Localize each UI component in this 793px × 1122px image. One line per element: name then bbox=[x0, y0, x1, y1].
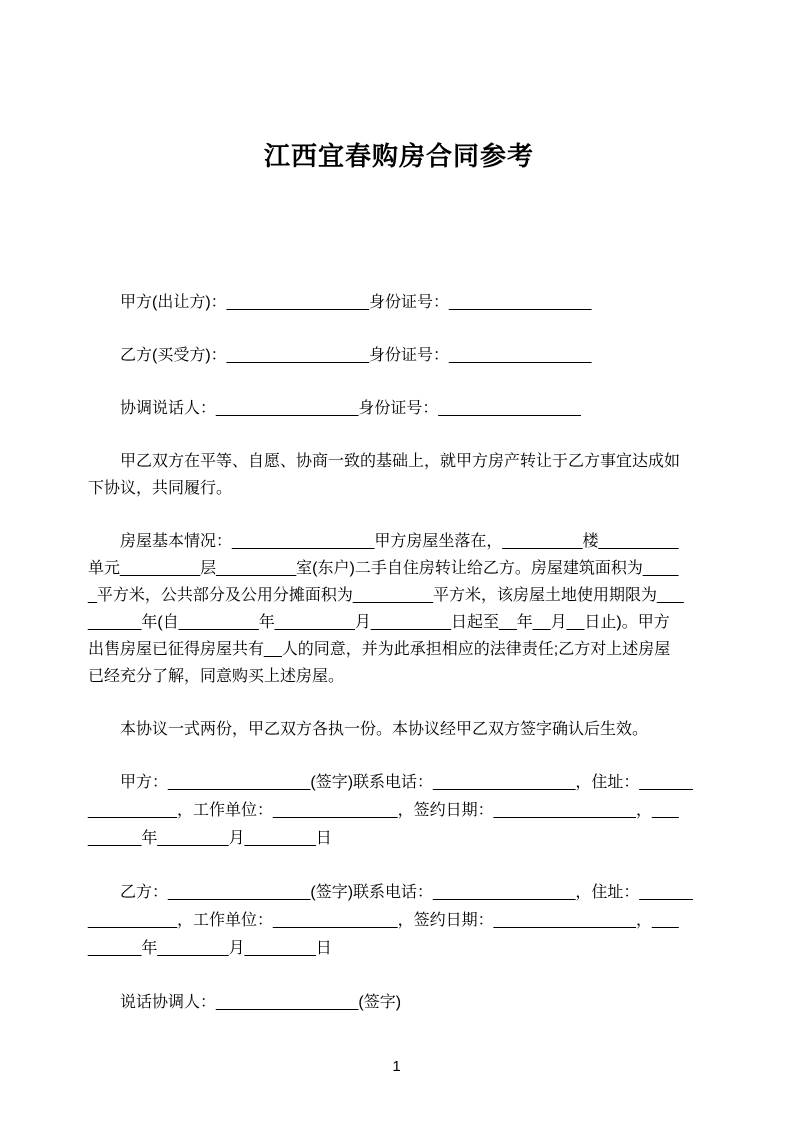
signature-party-a bbox=[88, 769, 710, 853]
intro-paragraph bbox=[88, 448, 710, 502]
validity-line: 本协议一式两份，甲乙双方各执一份。本协议经甲乙双方签字确认后生效。 bbox=[120, 721, 649, 738]
signature-b-line-1: 乙方：________________(签字)联系电话：________________，住址：______ bbox=[120, 884, 693, 901]
intro-line-1: 甲乙双方在平等、自愿、协商一致的基础上，就甲方房产转让于乙方事宜达成如 bbox=[120, 453, 681, 470]
signature-a-line-2: __________，工作单位：______________，签约日期：________________，___ bbox=[88, 802, 679, 819]
signature-b-line-2: __________，工作单位：______________，签约日期：________________，___ bbox=[88, 912, 679, 929]
house-info-paragraph bbox=[88, 528, 710, 690]
house-info-line-4: ______年(自_________年_________月_________日起至__年__月__日止)。甲方 bbox=[88, 614, 670, 631]
house-info-line-3: _平方米，公共部分及公用分摊面积为_________平方米，该房屋土地使用期限为___ bbox=[88, 587, 684, 604]
signature-party-b bbox=[88, 879, 710, 963]
signature-a-line-3: ______年________月________日 bbox=[88, 830, 332, 847]
party-a-line: 甲方(出让方)：________________身份证号：________________ bbox=[120, 294, 592, 311]
coordinator-signature-line: 说话协调人：________________(签字) bbox=[120, 994, 402, 1011]
coordinator-id-line: 协调说话人：________________身份证号：________________ bbox=[120, 400, 581, 417]
page-number: 1 bbox=[392, 1058, 401, 1075]
house-info-line-5: 出售房屋已征得房屋共有__人的同意，并为此承担相应的法律责任;乙方对上述房屋 bbox=[88, 641, 671, 658]
signature-b-line-3: ______年________月________日 bbox=[88, 940, 332, 957]
house-info-line-1: 房屋基本情况：________________甲方房屋坐落在，_________楼_________ bbox=[120, 533, 679, 550]
house-info-line-2: 单元_________层_________室(东户)二手自住房转让给乙方。房屋建筑面积为____ bbox=[88, 560, 679, 577]
signature-a-line-1: 甲方：________________(签字)联系电话：________________，住址：______ bbox=[120, 774, 693, 791]
party-b-line: 乙方(买受方)：________________身份证号：________________ bbox=[120, 347, 592, 364]
house-info-line-6: 已经充分了解，同意购买上述房屋。 bbox=[88, 668, 345, 685]
document-title: 江西宜春购房合同参考 bbox=[263, 141, 534, 171]
intro-line-2: 下协议，共同履行。 bbox=[88, 480, 233, 497]
